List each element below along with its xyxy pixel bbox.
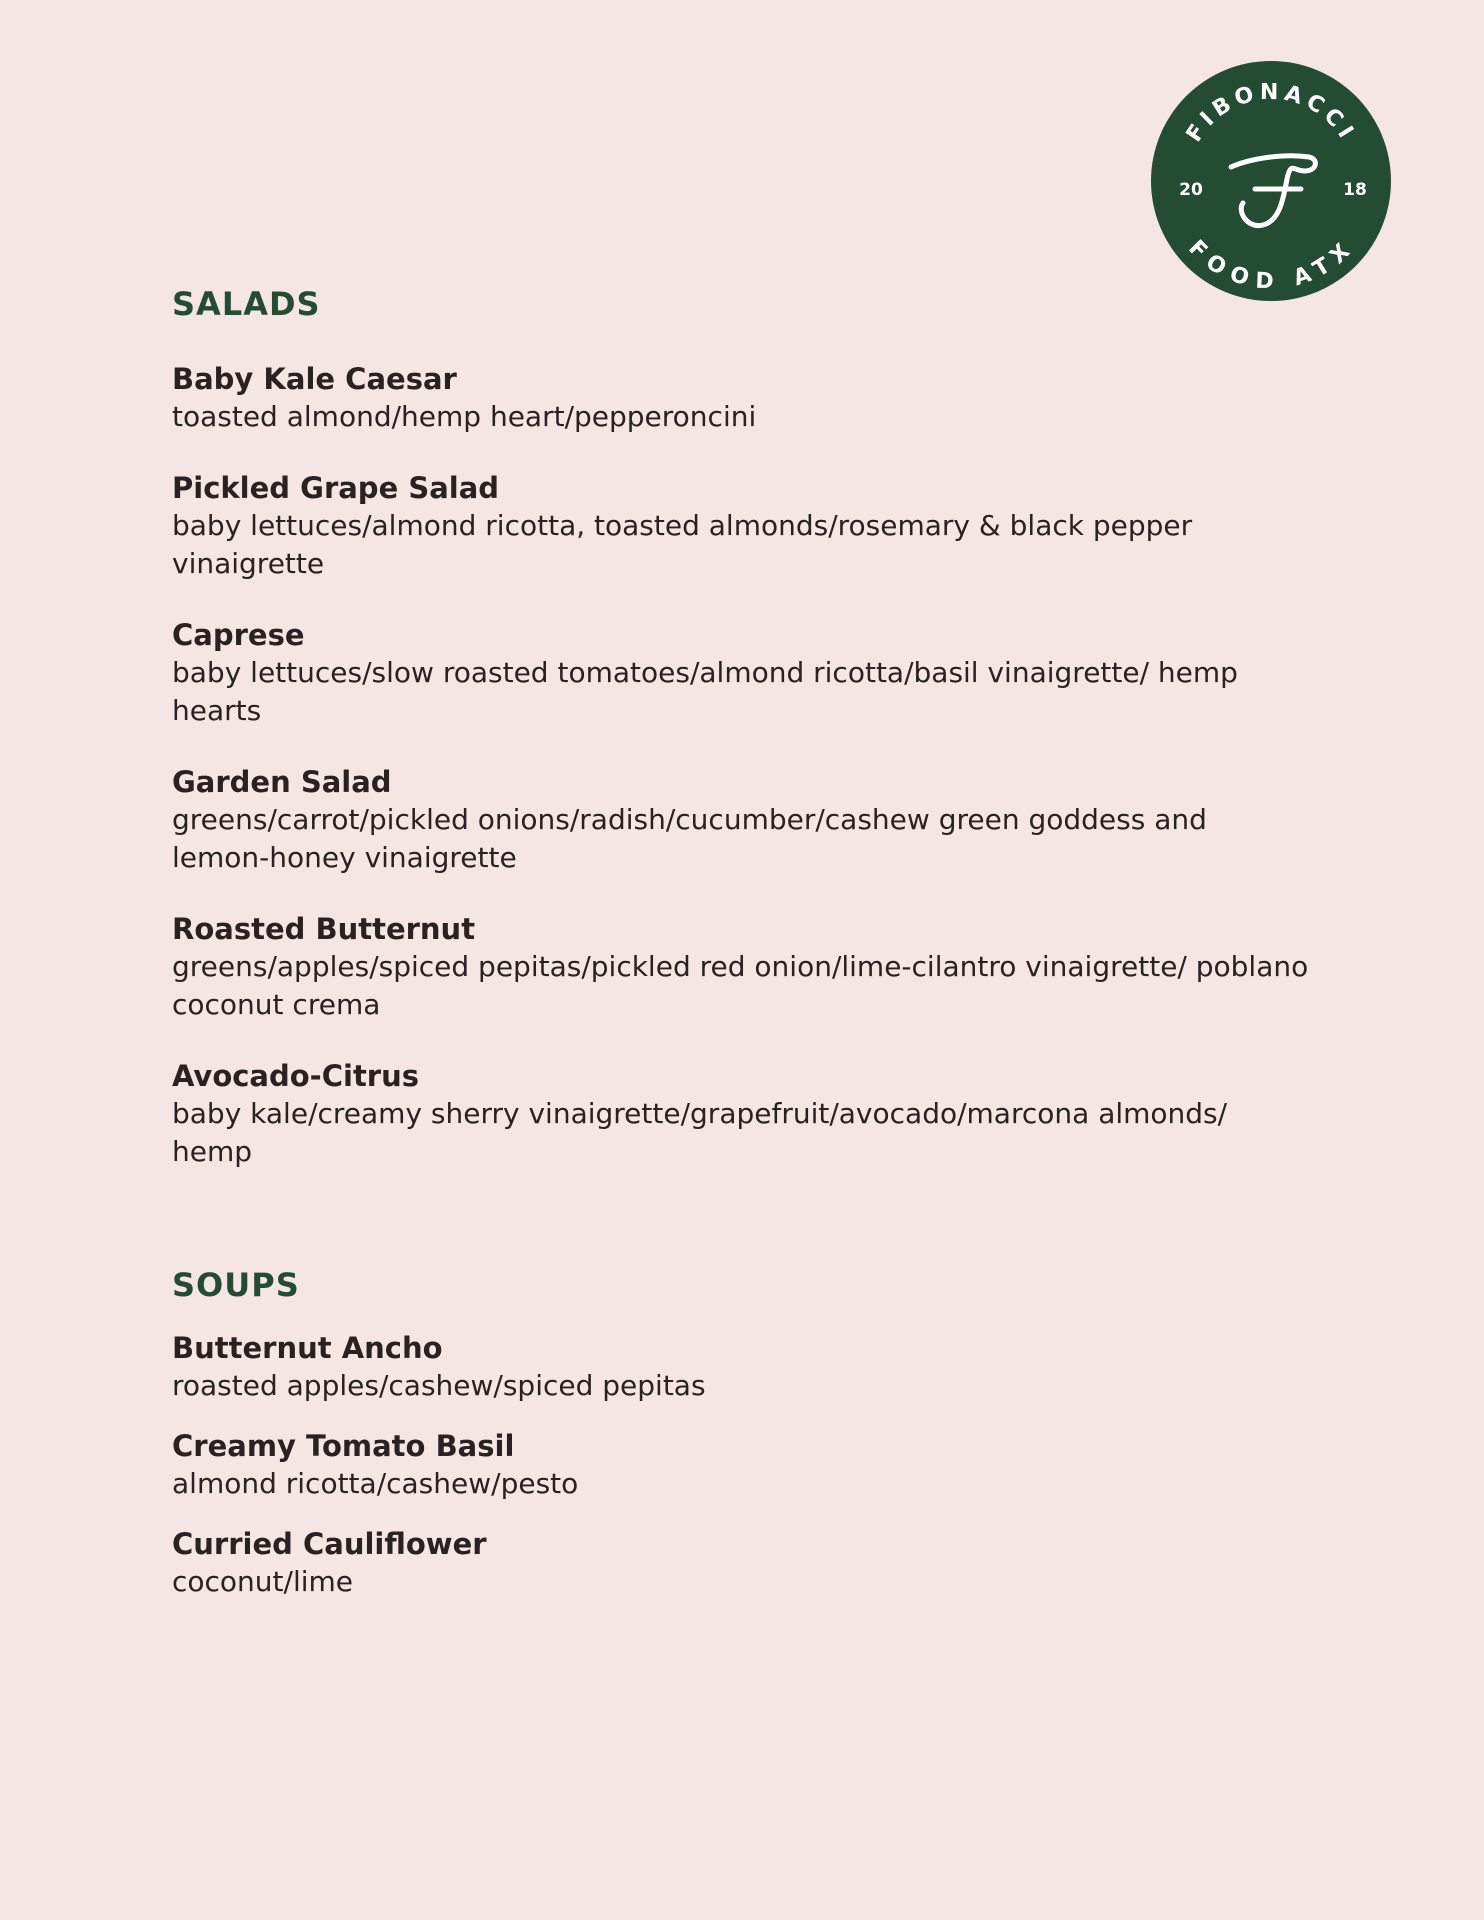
menu-item-name: Curried Cauliflower [172,1527,487,1561]
section-title-soups: SOUPS [172,1266,300,1304]
menu-item-description: coconut/lime [172,1565,354,1598]
soups-list [172,1329,1312,1601]
menu-item-name: Baby Kale Caesar [172,362,457,396]
menu-item-description: roasted apples/cashew/spiced pepitas [172,1369,706,1402]
logo-bottom-text: FOOD ATX [1183,235,1359,295]
menu-item-description: greens/apples/spiced pepitas/pickled red onion/lime-cilantro vinaigrette/ poblano coconut crema [172,950,1309,1021]
menu-item [172,1525,1312,1601]
menu-item [172,1427,1312,1503]
section-title-salads: SALADS [172,285,321,323]
menu-item [172,360,1312,436]
menu-item-description: baby kale/creamy sherry vinaigrette/grapefruit/avocado/marcona almonds/ hemp [172,1097,1228,1168]
menu [172,284,1312,1623]
menu-item-description: toasted almond/hemp heart/pepperoncini [172,400,757,433]
logo-year-right: 18 [1343,180,1367,200]
menu-item-name: Caprese [172,618,305,652]
salads-list [172,360,1312,1171]
logo-top-text: FIBONACCI [1181,79,1361,147]
menu-item [172,1329,1312,1405]
logo-year-left: 20 [1179,180,1203,200]
menu-item-name: Garden Salad [172,765,392,799]
menu-item-description: baby lettuces/slow roasted tomatoes/almond ricotta/basil vinaigrette/ hemp hearts [172,656,1238,727]
menu-item-name: Pickled Grape Salad [172,471,500,505]
soups-section [172,1265,1312,1601]
menu-item [172,763,1312,877]
menu-item-description: baby lettuces/almond ricotta, toasted almonds/rosemary & black pepper vinaigrette [172,509,1193,580]
menu-item-description: almond ricotta/cashew/pesto [172,1467,579,1500]
menu-item [172,910,1312,1024]
menu-item [172,1057,1312,1171]
menu-item-name: Avocado-Citrus [172,1059,420,1093]
menu-item-name: Butternut Ancho [172,1331,443,1365]
salads-section [172,284,1312,1171]
menu-item-description: greens/carrot/pickled onions/radish/cucumber/cashew green goddess and lemon-honey vinaigrette [172,803,1207,874]
menu-item-name: Roasted Butternut [172,912,476,946]
menu-item-name: Creamy Tomato Basil [172,1429,515,1463]
menu-item [172,469,1312,583]
menu-item [172,616,1312,730]
fibonacci-food-logo [1151,61,1391,301]
